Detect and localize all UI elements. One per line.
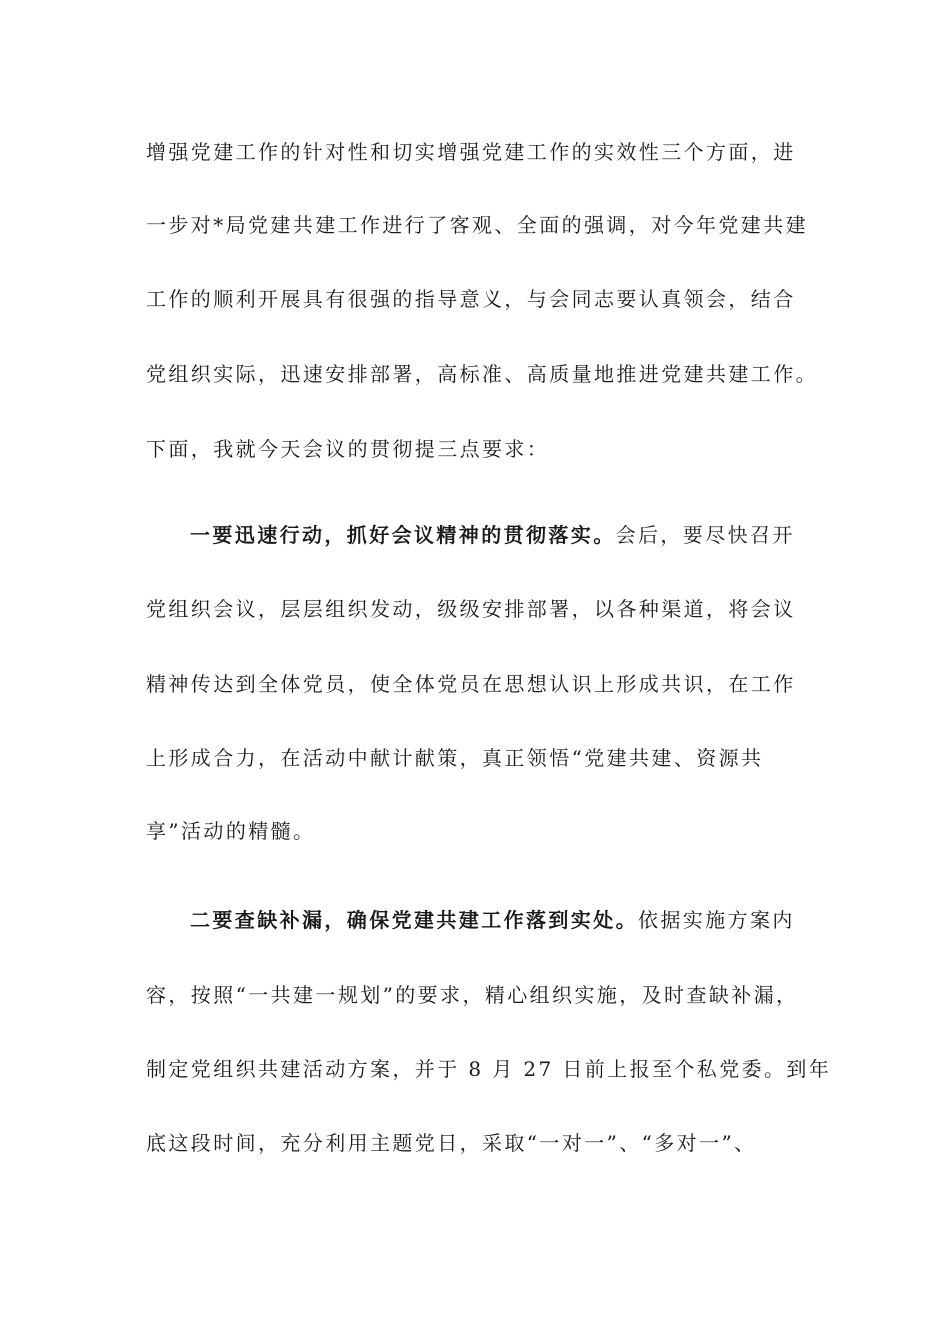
paragraph-3-line-3: 制定党组织共建活动方案，并于 8 月 27 日前上报至个私党委。到年: [146, 1057, 832, 1081]
paragraph-1-line-3: 工作的顺利开展具有很强的指导意义，与会同志要认真领会，结合: [146, 287, 796, 311]
paragraph-3-heading: 二要查缺补漏，确保党建共建工作落到实处。: [190, 908, 638, 932]
paragraph-2-line-1: [190, 522, 795, 548]
paragraph-2-line-4: 上形成合力，在活动中献计献策，真正领悟“党建共建、资源共: [146, 746, 764, 770]
paragraph-2-line-2: 党组织会议，层层组织发动，级级安排部署，以各种渠道，将会议: [146, 597, 796, 621]
paragraph-3-line-1: [190, 907, 795, 933]
paragraph-3-line-4: 底这段时间，充分利用主题党日，采取“一对一”、“多对一”、: [146, 1131, 757, 1155]
paragraph-2-line-3: 精神传达到全体党员，使全体党员在思想认识上形成共识，在工作: [146, 672, 796, 696]
paragraph-2-heading: 一要迅速行动，抓好会议精神的贯彻落实。: [190, 523, 616, 547]
paragraph-3-line-2: 容，按照“一共建一规划”的要求，精心组织实施，及时查缺补漏，: [146, 983, 799, 1007]
paragraph-3-line-1-rest: 依据实施方案内: [638, 908, 795, 932]
paragraph-2-line-5: 享”活动的精髓。: [146, 819, 316, 843]
paragraph-1-line-2: 一步对*局党建共建工作进行了客观、全面的强调，对今年党建共建: [146, 213, 808, 237]
paragraph-2-line-1-rest: 会后，要尽快召开: [615, 523, 795, 547]
paragraph-1-line-1: 增强党建工作的针对性和切实增强党建工作的实效性三个方面，进: [146, 140, 796, 164]
paragraph-1-line-4: 党组织实际，迅速安排部署，高标准、高质量地推进党建共建工作。: [146, 362, 818, 386]
paragraph-1-line-5: 下面，我就今天会议的贯彻提三点要求：: [146, 437, 550, 461]
